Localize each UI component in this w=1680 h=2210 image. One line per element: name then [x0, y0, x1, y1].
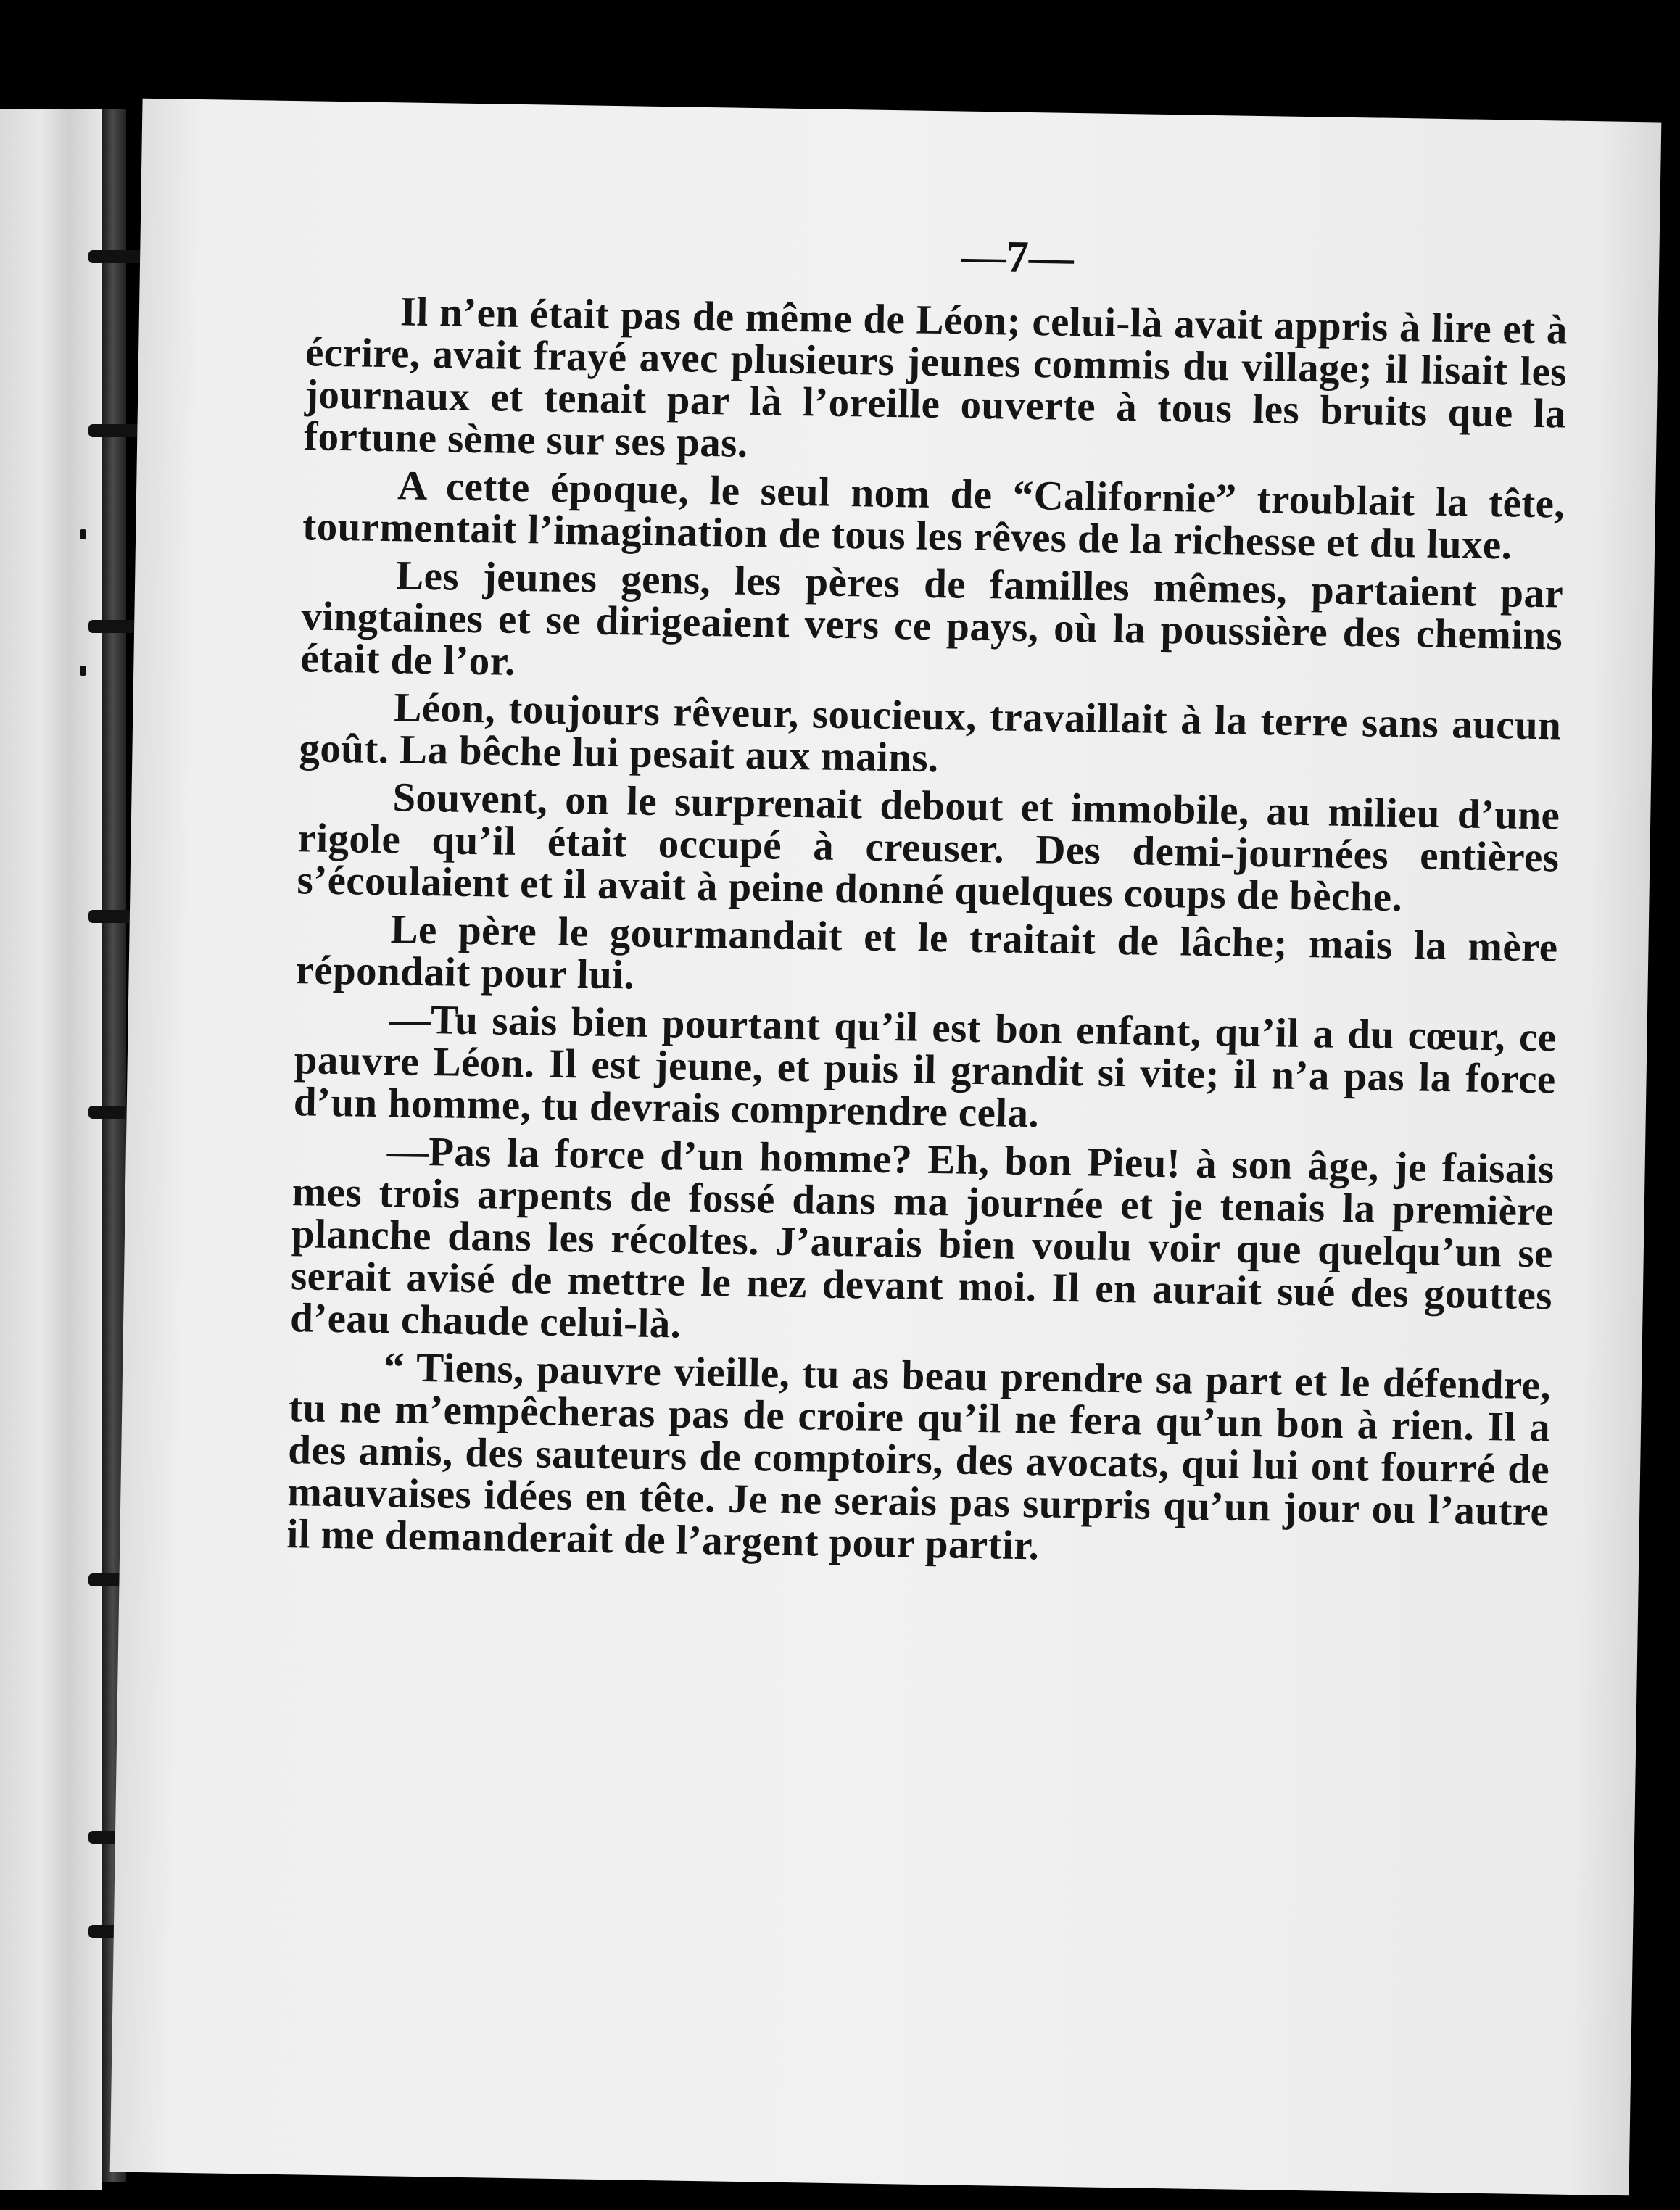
paragraph: Il n’en était pas de même de Léon; celui-là avait appris à lire et à écrire, avait frayé avec plusieurs jeunes commis du village; il lisait les journaux et tenait par là l’oreille ouverte à tous les bruits que la fortune sème sur ses pas. [303, 289, 1568, 466]
binding-gutter [69, 109, 102, 2190]
book-page [110, 99, 1662, 2196]
page-body-text [286, 289, 1568, 1581]
facing-page-edge [0, 109, 69, 2190]
paragraph: —Tu sais bien pourtant qu’il est bon enfant, qu’il a du cœur, ce pauvre Léon. Il est jeune, et puis il grandit si vite; il n’a pas la force d’un homme, tu devrais comprendre cela. [293, 996, 1557, 1137]
paragraph: —Pas la force d’un homme? Eh, bon Pieu! à son âge, je faisais mes trois arpents de fossé dans ma journée et je tenais la première planche dans les récoltes. J’aurais bien voulu voir que quelqu’un se serait avisé de mettre le nez devant moi. Il en aurait sué des gouttes d’eau chaude celui-là. [289, 1128, 1555, 1347]
paragraph: Les jeunes gens, les pères de familles mêmes, partaient par vingtaines et se dirigeaient vers ce pays, où la poussière des chemins était de l’or. [299, 552, 1564, 684]
paragraph: Souvent, on le surprenait debout et immobile, au milieu d’une rigole qu’il était occupé à creuser. Des demi-journées entières s’écoulaient et il avait à peine donné quelques coups de bèche. [297, 774, 1560, 921]
paragraph: A cette époque, le seul nom de “Californie” troublait la tête, tourmentait l’imagination de tous les rêves de la richesse et du luxe. [302, 463, 1565, 568]
paragraph: Le père le gourmandait et le traitait de lâche; mais la mère répondait pour lui. [295, 906, 1558, 998]
paragraph: “ Tiens, pauvre vieille, tu as beau prendre sa part et le défendre, tu ne m’empêcheras pas de croire qu’il ne fera qu’un bon à rien. Il a des amis, des sauteurs de comptoirs, des avocats, qui lui ont fourré de mauvaises idées en tête. Je ne serais pas surpris qu’un jour ou l’autre il me demanderait de l’argent pour partir. [286, 1344, 1552, 1569]
paragraph: Léon, toujours rêveur, soucieux, travaillait à la terre sans aucun goût. La bêche lui pesait aux mains. [299, 684, 1562, 782]
page-number: —7— [961, 231, 1075, 283]
binding-hole [80, 529, 86, 539]
binding-hole [80, 666, 86, 676]
